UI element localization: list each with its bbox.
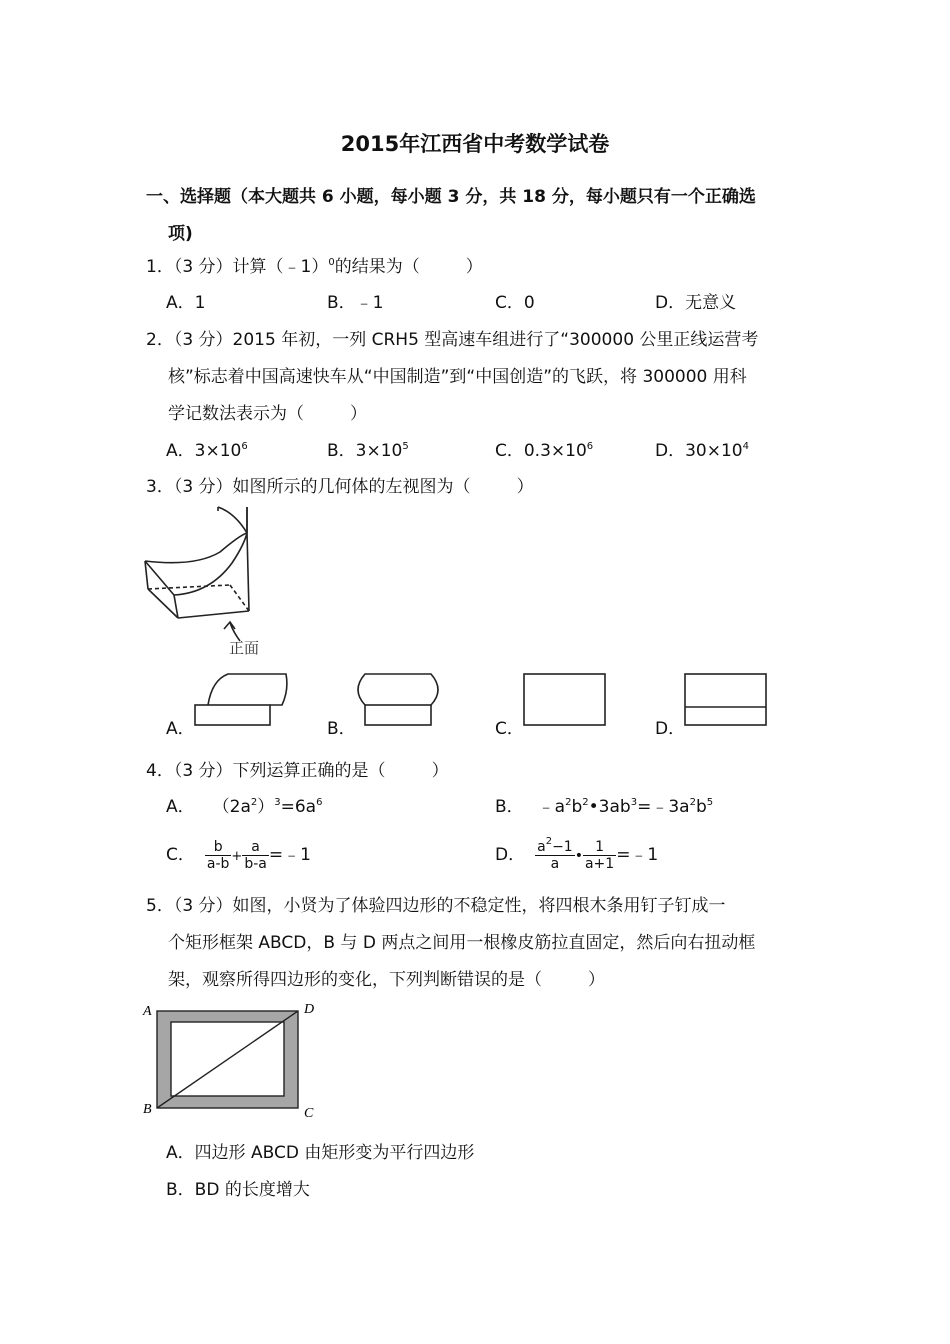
q1-option-a: A．1 — [166, 293, 206, 313]
exponent: 2 — [582, 797, 589, 808]
hidden-edge-1 — [148, 585, 230, 589]
option-text: C．0.3×10 — [495, 441, 587, 461]
question-text: （3 分）2015 年初，一列 CRH5 型高速车组进行了“300000 公里正线运营考 — [173, 330, 759, 350]
question-text: 架，观察所得四边形的变化，下列判断错误的是（ — [168, 970, 542, 990]
exponent: 0 — [328, 257, 335, 268]
expr: b — [695, 797, 707, 817]
exponent: 5 — [402, 441, 409, 452]
question-3-stem — [146, 476, 534, 498]
q5-frame-figure — [140, 1000, 330, 1125]
q2-option-a — [166, 440, 248, 462]
front-view-label: 正面 — [229, 639, 260, 657]
numerator — [535, 835, 575, 856]
q4-option-b — [495, 796, 713, 818]
expr: =﹣3a — [637, 797, 690, 817]
question-2-line3 — [168, 403, 367, 425]
numerator-base: a — [537, 838, 546, 855]
q5-option-a: A．四边形 ABCD 由矩形变为平行四边形 — [166, 1143, 475, 1163]
denominator: a+1 — [584, 855, 615, 872]
rhs: =﹣1 — [616, 845, 659, 865]
fraction-1 — [535, 835, 575, 872]
front-top-curve — [145, 533, 247, 563]
exponent: 5 — [706, 797, 714, 808]
page-title: 2015年江西省中考数学试卷 — [340, 132, 610, 156]
option-label: B． — [495, 797, 524, 817]
section-heading-line2: 项) — [168, 224, 193, 244]
expr: ） — [257, 797, 275, 817]
denominator: b-a — [244, 855, 267, 872]
answer-bracket-close: ） — [431, 761, 449, 781]
q3-option-b-label: B． — [327, 719, 356, 739]
right-vertical-edge — [247, 533, 249, 611]
expr: •3ab — [588, 797, 631, 817]
denominator: a — [550, 855, 560, 872]
section-heading-line1: 一、选择题（本大题共 6 小题，每小题 3 分，共 18 分，每小题只有一个正确选 — [146, 187, 756, 207]
option-text: B．3×10 — [327, 441, 403, 461]
exponent: 6 — [586, 441, 594, 452]
option-text: A．3×10 — [166, 441, 242, 461]
rhs: =﹣1 — [268, 845, 311, 865]
exponent: 4 — [742, 441, 749, 452]
question-4-stem — [146, 760, 449, 782]
question-text: 学记数法表示为（ — [168, 404, 304, 424]
answer-bracket-close: ） — [350, 404, 367, 424]
q1-option-c: C．0 — [495, 293, 535, 313]
q3-option-c-figure — [522, 672, 608, 728]
q3-option-b-figure — [355, 672, 441, 728]
base-rect — [365, 705, 431, 725]
q4-option-d — [495, 833, 658, 878]
answer-bracket-close: ） — [516, 477, 534, 497]
expr: =6a — [280, 797, 317, 817]
question-text: （3 分）下列运算正确的是（ — [173, 761, 386, 781]
q2-option-b — [327, 440, 409, 462]
expr: （2a — [212, 797, 251, 817]
question-text: （3 分）如图所示的几何体的左视图为（ — [173, 477, 471, 497]
exponent: 2 — [545, 835, 553, 847]
numerator: b — [205, 839, 232, 856]
question-number: 5． — [146, 896, 174, 916]
numerator: 1 — [583, 839, 616, 856]
vertex-d-label: D — [304, 1002, 315, 1017]
plain-rect — [524, 674, 605, 725]
denominator: a-b — [206, 855, 230, 872]
option-text: D．30×10 — [655, 441, 743, 461]
bottom-front-edge — [178, 611, 249, 618]
answer-bracket-close: ） — [588, 970, 605, 990]
q1-option-b: B．﹣1 — [327, 293, 384, 313]
exponent: 3 — [630, 797, 638, 808]
top-curved-shape — [208, 674, 287, 705]
question-number: 4． — [146, 761, 174, 781]
exponent: 2 — [689, 797, 696, 808]
q4-option-c — [166, 833, 311, 879]
question-5-line1 — [146, 895, 726, 917]
arrow-head-icon — [224, 622, 235, 629]
option-label: D． — [495, 845, 526, 865]
q3-option-d-figure — [683, 672, 769, 728]
question-number: 3． — [146, 477, 174, 497]
numerator: a — [242, 839, 269, 856]
question-text: （3 分）计算（﹣1） — [173, 257, 329, 277]
exponent: 6 — [241, 441, 248, 452]
question-2-line1 — [146, 329, 758, 351]
base-rect — [195, 705, 270, 725]
question-5-line2: 个矩形框架 ABCD，B 与 D 两点之间用一根橡皮筋拉直固定，然后向右扭动框 — [168, 933, 756, 953]
option-label: C． — [166, 845, 195, 865]
vertex-a-label: A — [143, 1004, 152, 1019]
answer-bracket-close: ） — [465, 257, 483, 277]
q3-option-c-label: C． — [495, 719, 524, 739]
q2-option-d — [655, 440, 749, 462]
dot-sign: • — [574, 848, 583, 864]
question-2-line2: 核”标志着中国高速快车从“中国制造”到“中国创造”的飞跃，将 300000 用科 — [168, 367, 747, 387]
fraction-2 — [242, 839, 269, 872]
q3-option-a-label: A． — [166, 719, 195, 739]
question-text: 的结果为（ — [334, 257, 420, 277]
expr: ﹣a — [537, 797, 566, 817]
fraction-2 — [583, 839, 616, 872]
vertex-b-label: B — [143, 1102, 152, 1117]
vertex-c-label: C — [304, 1106, 314, 1121]
expr: b — [571, 797, 583, 817]
q3-option-d-label: D． — [655, 719, 686, 739]
exponent: 2 — [250, 797, 258, 808]
top-arc — [218, 507, 247, 533]
exponent: 2 — [565, 797, 572, 808]
plus-sign: + — [231, 849, 243, 864]
question-1-stem — [146, 256, 483, 278]
question-text: （3 分）如图，小贤为了体验四边形的不稳定性，将四根木条用钉子钉成一 — [173, 896, 726, 916]
exponent: 3 — [274, 797, 281, 808]
question-number: 1． — [146, 257, 174, 277]
back-top-curve — [174, 533, 247, 595]
fraction-1 — [205, 839, 232, 872]
hidden-edge-2 — [230, 585, 249, 611]
q1-option-d: D．无意义 — [655, 293, 737, 313]
question-number: 2． — [146, 330, 174, 350]
q5-option-b: B．BD 的长度增大 — [166, 1180, 310, 1200]
question-5-line3 — [168, 969, 605, 991]
option-label: A． — [166, 797, 195, 817]
top-bulged-shape — [358, 674, 438, 705]
outer-rect — [685, 674, 766, 725]
q2-option-c — [495, 440, 593, 462]
q4-option-a — [166, 796, 322, 818]
exponent: 6 — [316, 797, 323, 808]
numerator-rest: −1 — [552, 838, 573, 855]
q3-option-a-figure — [194, 672, 290, 728]
